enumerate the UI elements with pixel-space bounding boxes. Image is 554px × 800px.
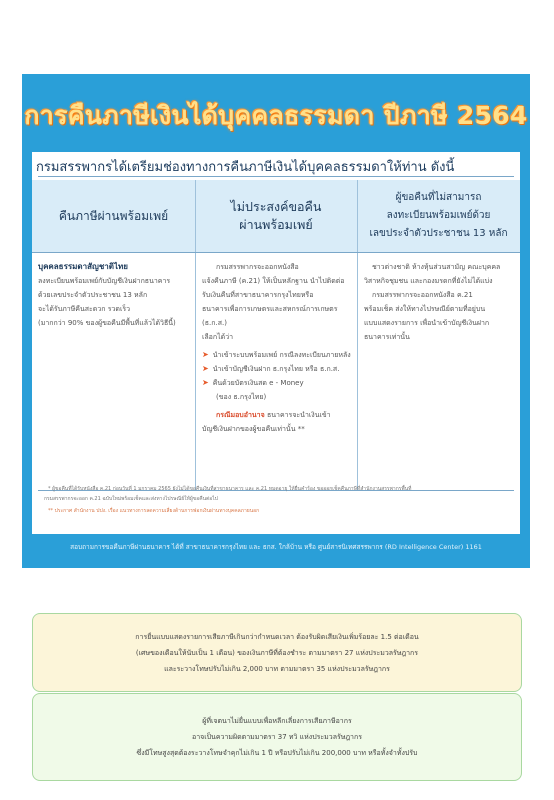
col2-heading: ไม่ประสงค์ขอคืน ผ่านพร้อมเพย์ bbox=[230, 199, 322, 232]
col3-line: ชาวต่างชาติ ห้างหุ้นส่วนสามัญ คณะบุคคล bbox=[372, 263, 501, 271]
col2-red-note: กรณีมอบอำนาจ ธนาคารจะนำเงินเข้า bbox=[216, 411, 331, 419]
divider bbox=[38, 176, 514, 177]
col1-strong-text: บุคคลธรรมดาสัญชาติไทย bbox=[38, 262, 128, 271]
col2-red-note-line2: บัญชีเงินฝากของผู้ขอคืนเท่านั้น ** bbox=[202, 425, 305, 433]
footnote-line: * ผู้ขอคืนที่ได้รับหนังสือ ค.21 ก่อนวันที่ 1 มกราคม 2565 ยังไม่ได้ขอคืนเงินที่สาขาธนาคาร และ ค.21 หมดอายุ ให้ยื่นคำร้อง ขอออกเช็คคืนภาษีที่สำนักงานสรรพากรพื้นที่ bbox=[48, 486, 412, 492]
col3-line: พร้อมเช็ค ส่งให้ทางไปรษณีย์ตามที่อยู่บน bbox=[364, 305, 486, 313]
col2-line: ธนาคารเพื่อการเกษตรและสหกรณ์การเกษตร bbox=[202, 305, 338, 313]
footnote-1 bbox=[44, 484, 508, 516]
divider bbox=[32, 252, 520, 253]
col2-line: กรมสรรพากรจะออกหนังสือ bbox=[216, 263, 299, 271]
column-divider bbox=[357, 180, 358, 490]
col2-line: เลือกได้ว่า bbox=[202, 333, 234, 341]
footnote-line: ** ประกาศ สำนักงาน ปปง. เรื่อง แนวทางการลดความเสี่ยงด้านการฟอกเงินผ่านทางบุคคลภายนอก bbox=[48, 508, 260, 514]
col2-bullet: ➤ นำเข้าระบบพร้อมเพย์ กรณีลงทะเบียนภายหลัง bbox=[202, 350, 351, 359]
poster-title: การคืนภาษีเงินได้บุคคลธรรมดา ปีภาษี 2564 bbox=[24, 101, 528, 130]
column-header-row bbox=[32, 180, 520, 252]
footnote-line: กรมสรรพากรจะออก ค.21 ฉบับใหม่พร้อมเช็คและส่งทางไปรษณีย์ให้ผู้ขอคืนต่อไป bbox=[44, 496, 218, 502]
col2-line: แจ้งคืนภาษี (ค.21) ให้เป็นหลักฐาน นำไปติดต่อ bbox=[202, 277, 345, 285]
col2-line: (ธ.ก.ส.) bbox=[202, 319, 227, 327]
col3-line: แบบแสดงรายการ เพื่อนำเข้าบัญชีเงินฝาก bbox=[364, 319, 490, 327]
col1-heading: คืนภาษีผ่านพร้อมเพย์ bbox=[58, 209, 169, 223]
tax-evasion-penalty-box bbox=[32, 693, 522, 781]
box1-line: (เศษของเดือนให้นับเป็น 1 เดือน) ของเงินภาษีที่ต้องชำระ ตามมาตรา 27 แห่งประมวลรัษฎากร bbox=[135, 648, 419, 657]
col1-line: (มากกว่า 90% ของผู้ขอคืนมีพื้นที่แล้วได้วิธีนี้) bbox=[38, 319, 176, 327]
col1-line: ด้วยเลขประจำตัวประชาชน 13 หลัก bbox=[38, 291, 148, 299]
col3-line: ธนาคารเท่านั้น bbox=[364, 333, 410, 341]
col3-line: วิสาหกิจชุมชน และกองมรดกที่ยังไม่ได้แบ่ง bbox=[364, 277, 493, 285]
poster-footer: สอบถามการขอคืนภาษีผ่านธนาคาร ได้ที่ สาขาธนาคารกรุงไทย และ ธกส. ใกล้บ้าน หรือ ศูนย์สารนิเทศสรรพากร (RD Intelligence Center) 1161 bbox=[70, 543, 482, 551]
col2-bullet-sub: (ของ ธ.กรุงไทย) bbox=[216, 393, 267, 401]
arrow-icon: ➤ bbox=[202, 364, 209, 373]
arrow-icon: ➤ bbox=[202, 378, 209, 387]
col3-content bbox=[364, 260, 516, 344]
col3-heading: ผู้ขอคืนที่ไม่สามารถ ลงทะเบียนพร้อมเพย์ด้วย เลขประจำตัวประชาชน 13 หลัก bbox=[369, 192, 508, 239]
col3-line: กรมสรรพากรจะออกหนังสือ ค.21 bbox=[372, 291, 473, 299]
box2-line: อาจเป็นความผิดตามมาตรา 37 ทวิ แห่งประมวลรัษฎากร bbox=[191, 733, 362, 741]
col2-bullet: ➤ นำเข้าบัญชีเงินฝาก ธ.กรุงไทย หรือ ธ.ก.ส. bbox=[202, 364, 340, 373]
box2-line: ซึ่งมีโทษสูงสุดต้องระวางโทษจำคุกไม่เกิน 1 ปี หรือปรับไม่เกิน 200,000 บาท หรือทั้งจำทั้งปรับ bbox=[136, 749, 418, 757]
box1-line: และระวางโทษปรับไม่เกิน 2,000 บาท ตามมาตรา 35 แห่งประมวลรัษฎากร bbox=[164, 664, 390, 673]
box1-line: การยื่นแบบแสดงรายการเสียภาษีเกินกว่ากำหนดเวลา ต้องรับผิดเสียเงินเพิ่มร้อยละ 1.5 ต่อเดือน bbox=[135, 632, 419, 641]
col2-line: รับเงินคืนที่สาขาธนาคารกรุงไทยหรือ bbox=[202, 291, 314, 299]
box2-line: ผู้ที่เจตนาไม่ยื่นแบบเพื่อหลีกเลี่ยงการเสียภาษีอากร bbox=[202, 717, 352, 725]
arrow-icon: ➤ bbox=[202, 350, 209, 359]
col1-line: จะได้รับภาษีคืนสะดวก รวดเร็ว bbox=[38, 305, 131, 313]
column-divider bbox=[195, 180, 196, 490]
col1-content bbox=[38, 260, 192, 330]
late-filing-penalty-box bbox=[32, 613, 522, 692]
poster-subtitle: กรมสรรพากรได้เตรียมช่องทางการคืนภาษีเงินได้บุคคลธรรมดาให้ท่าน ดังนี้ bbox=[36, 160, 455, 175]
col1-line: ลงทะเบียนพร้อมเพย์กับบัญชีเงินฝากธนาคาร bbox=[38, 277, 171, 285]
col2-bullet: ➤ คืนด้วยบัตรเงินสด e - Money bbox=[202, 378, 304, 387]
info-panel bbox=[32, 152, 520, 534]
col2-content bbox=[202, 260, 354, 436]
tax-refund-poster bbox=[22, 74, 530, 568]
